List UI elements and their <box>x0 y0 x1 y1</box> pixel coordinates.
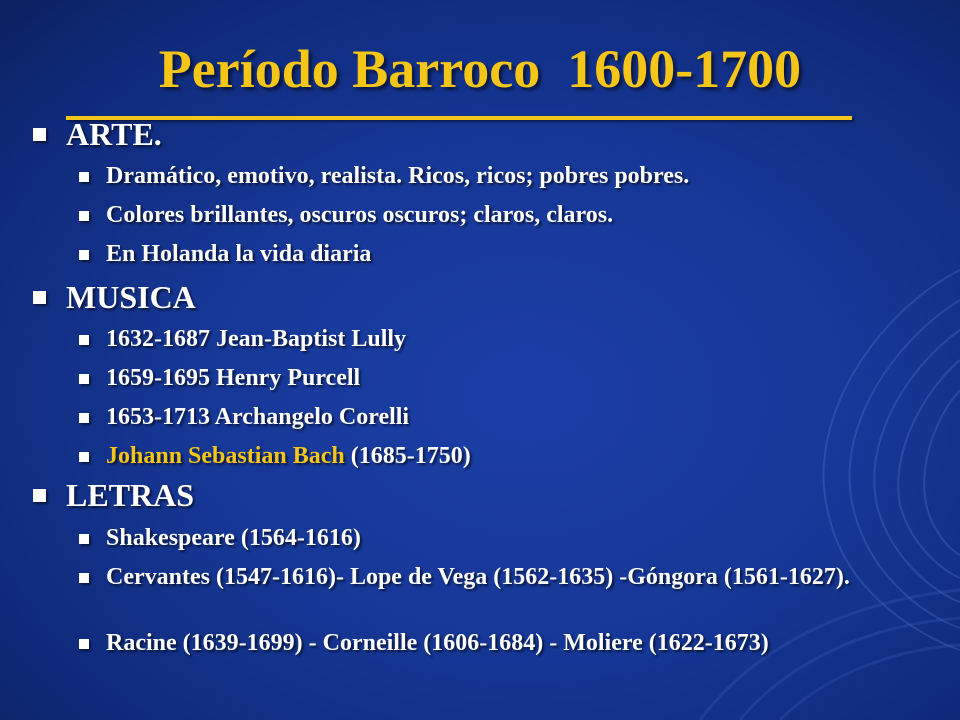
list-item: Colores brillantes, oscuros oscuros; claros, claros. <box>106 202 614 228</box>
list-item: Dramático, emotivo, realista. Ricos, ricos; pobres pobres. <box>106 163 690 189</box>
section-heading-letras: LETRAS <box>66 477 195 513</box>
list-item: 1632-1687 Jean-Baptist Lully <box>106 326 407 352</box>
list-item: Racine (1639-1699) - Corneille (1606-1684) - Moliere (1622-1673) <box>106 630 769 656</box>
slide-title: Período Barroco 1600-1700 <box>158 39 802 99</box>
bullet-square-icon <box>33 489 46 502</box>
bullet-square-icon <box>79 534 89 544</box>
bullet-square-icon <box>79 639 89 649</box>
highlighted-name: Johann Sebastian Bach <box>106 443 345 469</box>
bullet-square-icon <box>79 250 89 260</box>
item-dates: (1685-1750) <box>344 443 471 469</box>
list-item: Shakespeare (1564-1616) <box>106 525 361 551</box>
list-item: 1653-1713 Archangelo Corelli <box>106 404 410 430</box>
bullet-square-icon <box>79 413 89 423</box>
bullet-square-icon <box>79 335 89 345</box>
list-item: 1659-1695 Henry Purcell <box>106 365 361 391</box>
bullet-square-icon <box>79 452 89 462</box>
bullet-square-icon <box>79 374 89 384</box>
list-item <box>106 443 906 470</box>
list-item: En Holanda la vida diaria <box>106 241 372 267</box>
bullet-square-icon <box>79 211 89 221</box>
bullet-square-icon <box>79 172 89 182</box>
bullet-square-icon <box>33 128 46 141</box>
bullet-square-icon <box>33 291 46 304</box>
section-heading-musica: MUSICA <box>66 279 196 315</box>
section-heading-arte: ARTE. <box>66 116 162 152</box>
bullet-square-icon <box>79 573 89 583</box>
list-item: Cervantes (1547-1616)- Lope de Vega (1562-1635) -Góngora (1561-1627). <box>106 564 850 590</box>
